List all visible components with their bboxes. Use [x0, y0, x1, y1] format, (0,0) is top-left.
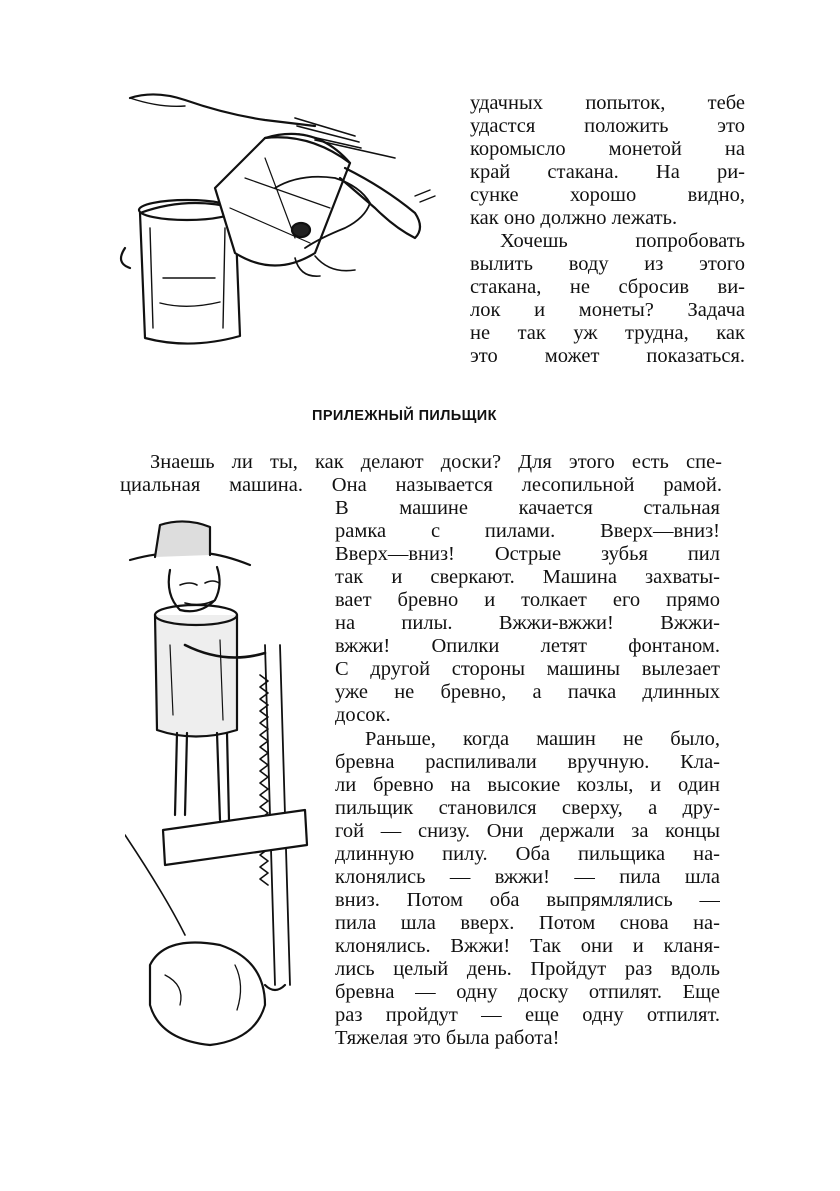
text-line: лок и монеты? Задача: [470, 299, 745, 321]
section-title: ПРИЛЕЖНЫЙ ПИЛЬЩИК: [312, 408, 497, 424]
text-line: циальная машина. Она называется лесопильной рамой.: [120, 474, 722, 496]
text-line: досок.: [335, 704, 391, 726]
text-line: раз пройдут — еще одну отпилят.: [335, 1004, 720, 1026]
text-line: рамка с пилами. Вверх—вниз!: [335, 520, 720, 542]
text-line: вылить воду из этого: [470, 253, 745, 275]
text-line: длинную пилу. Оба пильщика на-: [335, 843, 720, 865]
text-line: С другой стороны машины вылезает: [335, 658, 720, 680]
text-line: коромысло монетой на: [470, 138, 745, 160]
text-line: на пилы. Вжжи-вжжи! Вжжи-: [335, 612, 720, 634]
text-line: вниз. Потом оба выпрямлялись —: [335, 889, 720, 911]
text-line: гой — снизу. Они держали за концы: [335, 820, 720, 842]
text-line: В машине качается стальная: [335, 497, 720, 519]
text-line: клонялись — вжжи! — пила шла: [335, 866, 720, 888]
text-line: Знаешь ли ты, как делают доски? Для этого есть спе-: [150, 451, 722, 473]
text-line: Вверх—вниз! Острые зубья пил: [335, 543, 720, 565]
text-line: так и сверкают. Машина захваты-: [335, 566, 720, 588]
text-line: пила шла вверх. Потом снова на-: [335, 912, 720, 934]
text-line: удачных попыток, тебе: [470, 92, 745, 114]
text-line: лись целый день. Пройдут раз вдоль: [335, 958, 720, 980]
text-line: край стакана. На ри-: [470, 161, 745, 183]
text-line: не так уж трудна, как: [470, 322, 745, 344]
text-line: ли бревно на высокие козлы, и один: [335, 774, 720, 796]
text-line: бревна — одну доску отпилят. Еще: [335, 981, 720, 1003]
text-line: Тяжелая это была работа!: [335, 1027, 560, 1049]
text-line: уже не бревно, а пачка длинных: [335, 681, 720, 703]
text-line: удастся положить это: [470, 115, 745, 137]
text-line: пильщик становился сверху, а дру-: [335, 797, 720, 819]
text-line: сунке хорошо видно,: [470, 184, 745, 206]
text-line: стакана, не сбросив ви-: [470, 276, 745, 298]
text-line: бревна распиливали вручную. Кла-: [335, 751, 720, 773]
text-line: вает бревно и толкает его прямо: [335, 589, 720, 611]
text-line: клонялись. Вжжи! Так они и кланя-: [335, 935, 720, 957]
sawyer-toy-illustration: [125, 515, 335, 1075]
glass-forks-illustration: [115, 78, 445, 368]
text-line: Раньше, когда машин не было,: [365, 728, 720, 750]
text-line: Хочешь попробовать: [500, 230, 745, 252]
text-line: это может показаться.: [470, 345, 745, 367]
text-line: как оно должно лежать.: [470, 207, 678, 229]
text-line: вжжи! Опилки летят фонтаном.: [335, 635, 720, 657]
